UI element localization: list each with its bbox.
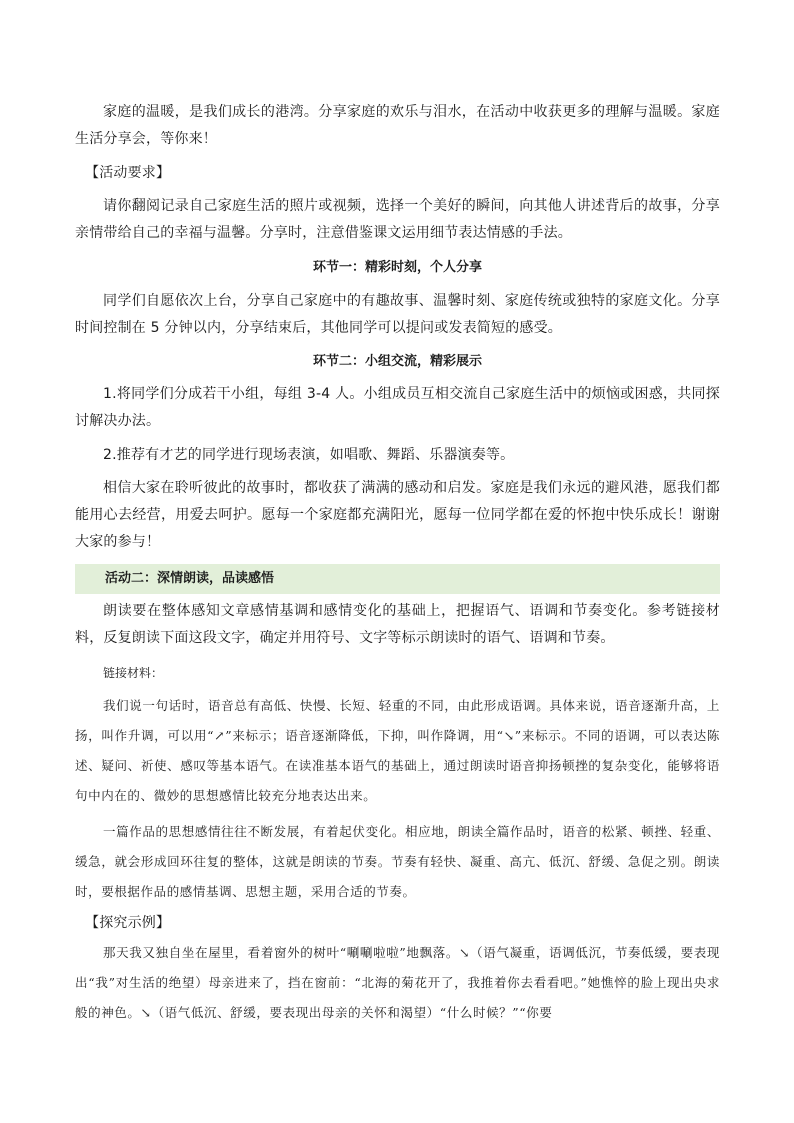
requirements-heading: 【活动要求】	[85, 165, 171, 181]
requirements-paragraph: 请你翻阅记录自己家庭生活的照片或视频，选择一个美好的瞬间，向其他人讲述背后的故事，分享亲情带给自己的幸福与温馨。分享时，注意借鉴课文运用细节表达情感的手法。	[75, 198, 720, 241]
section1-title: 环节一：精彩时刻，个人分享	[312, 260, 482, 275]
section1-paragraph: 同学们自愿依次上台，分享自己家庭中的有趣故事、温馨时刻、家庭传统或独特的家庭文化。分享时间控制在 5 分钟以内，分享结束后，其他同学可以提问或发表简短的感受。	[75, 293, 720, 336]
example-paragraph: 那天我又独自坐在屋里，看着窗外的树叶“唰唰啦啦”地飘落。↘（语气凝重，语调低沉，节奏低缓，要表现出“我”对生活的绝望）母亲进来了，挡在窗前：“北海的菊花开了，我推着你去看看吧。”她憔悴的脸上现出央求般的神色。↘（语气低沉、舒缓，要表现出母亲的关怀和渴望）“什么时候？”“你要	[75, 945, 720, 1020]
section2-title: 环节二：小组交流，精彩展示	[312, 354, 482, 369]
activity2-paragraph: 朗读要在整体感知文章感情基调和感情变化的基础上，把握语气、语调和节奏变化。参考链接材料，反复朗读下面这段文字，确定并用符号、文字等标示朗读时的语气、语调和节奏。	[75, 603, 720, 646]
section2-item-2: 2.推荐有才艺的同学进行现场表演，如唱歌、舞蹈、乐器演奏等。	[103, 447, 515, 463]
link-material-paragraph-1: 我们说一句话时，语音总有高低、快慢、长短、轻重的不同，由此形成语调。具体来说，语音逐渐升高，上扬，叫作升调，可以用“↗”来标示；语音逐渐降低，下抑，叫作降调，用“↘”来标示。不同的语调，可以表达陈述、疑问、祈使、感叹等基本语气。在读准基本语气的基础上，通过朗读时语音抑扬顿挫的复杂变化，能够将语句中内在的、微妙的思想感情比较充分地表达出来。	[75, 698, 720, 803]
activity2-banner	[75, 564, 720, 594]
closing-paragraph: 相信大家在聆听彼此的故事时，都收获了满满的感动和启发。家庭是我们永远的避风港，愿我们都能用心去经营，用爱去呵护。愿每一个家庭都充满阳光，愿每一位同学都在爱的怀抱中快乐成长！谢谢大家的参与！	[75, 480, 720, 550]
link-material-paragraph-2: 一篇作品的思想感情往往不断发展，有着起伏变化。相应地，朗读全篇作品时，语音的松紧、顿挫、轻重、缓急，就会形成回环往复的整体，这就是朗读的节奏。节奏有轻快、凝重、高亢、低沉、舒缓、急促之别。朗读时，要根据作品的感情基调、思想主题，采用合适的节奏。	[75, 824, 720, 899]
section2-item-1: 1.将同学们分成若干小组，每组 3-4 人。小组成员互相交流自己家庭生活中的烦恼或困惑，共同探讨解决办法。	[75, 386, 720, 429]
activity2-banner-label: 活动二：深情朗读，品读感悟	[105, 571, 275, 586]
intro-paragraph: 家庭的温暖，是我们成长的港湾。分享家庭的欢乐与泪水，在活动中收获更多的理解与温暖。家庭生活分享会，等你来！	[75, 104, 720, 147]
link-material-label: 链接材料：	[103, 666, 164, 680]
example-heading: 【探究示例】	[85, 915, 171, 931]
